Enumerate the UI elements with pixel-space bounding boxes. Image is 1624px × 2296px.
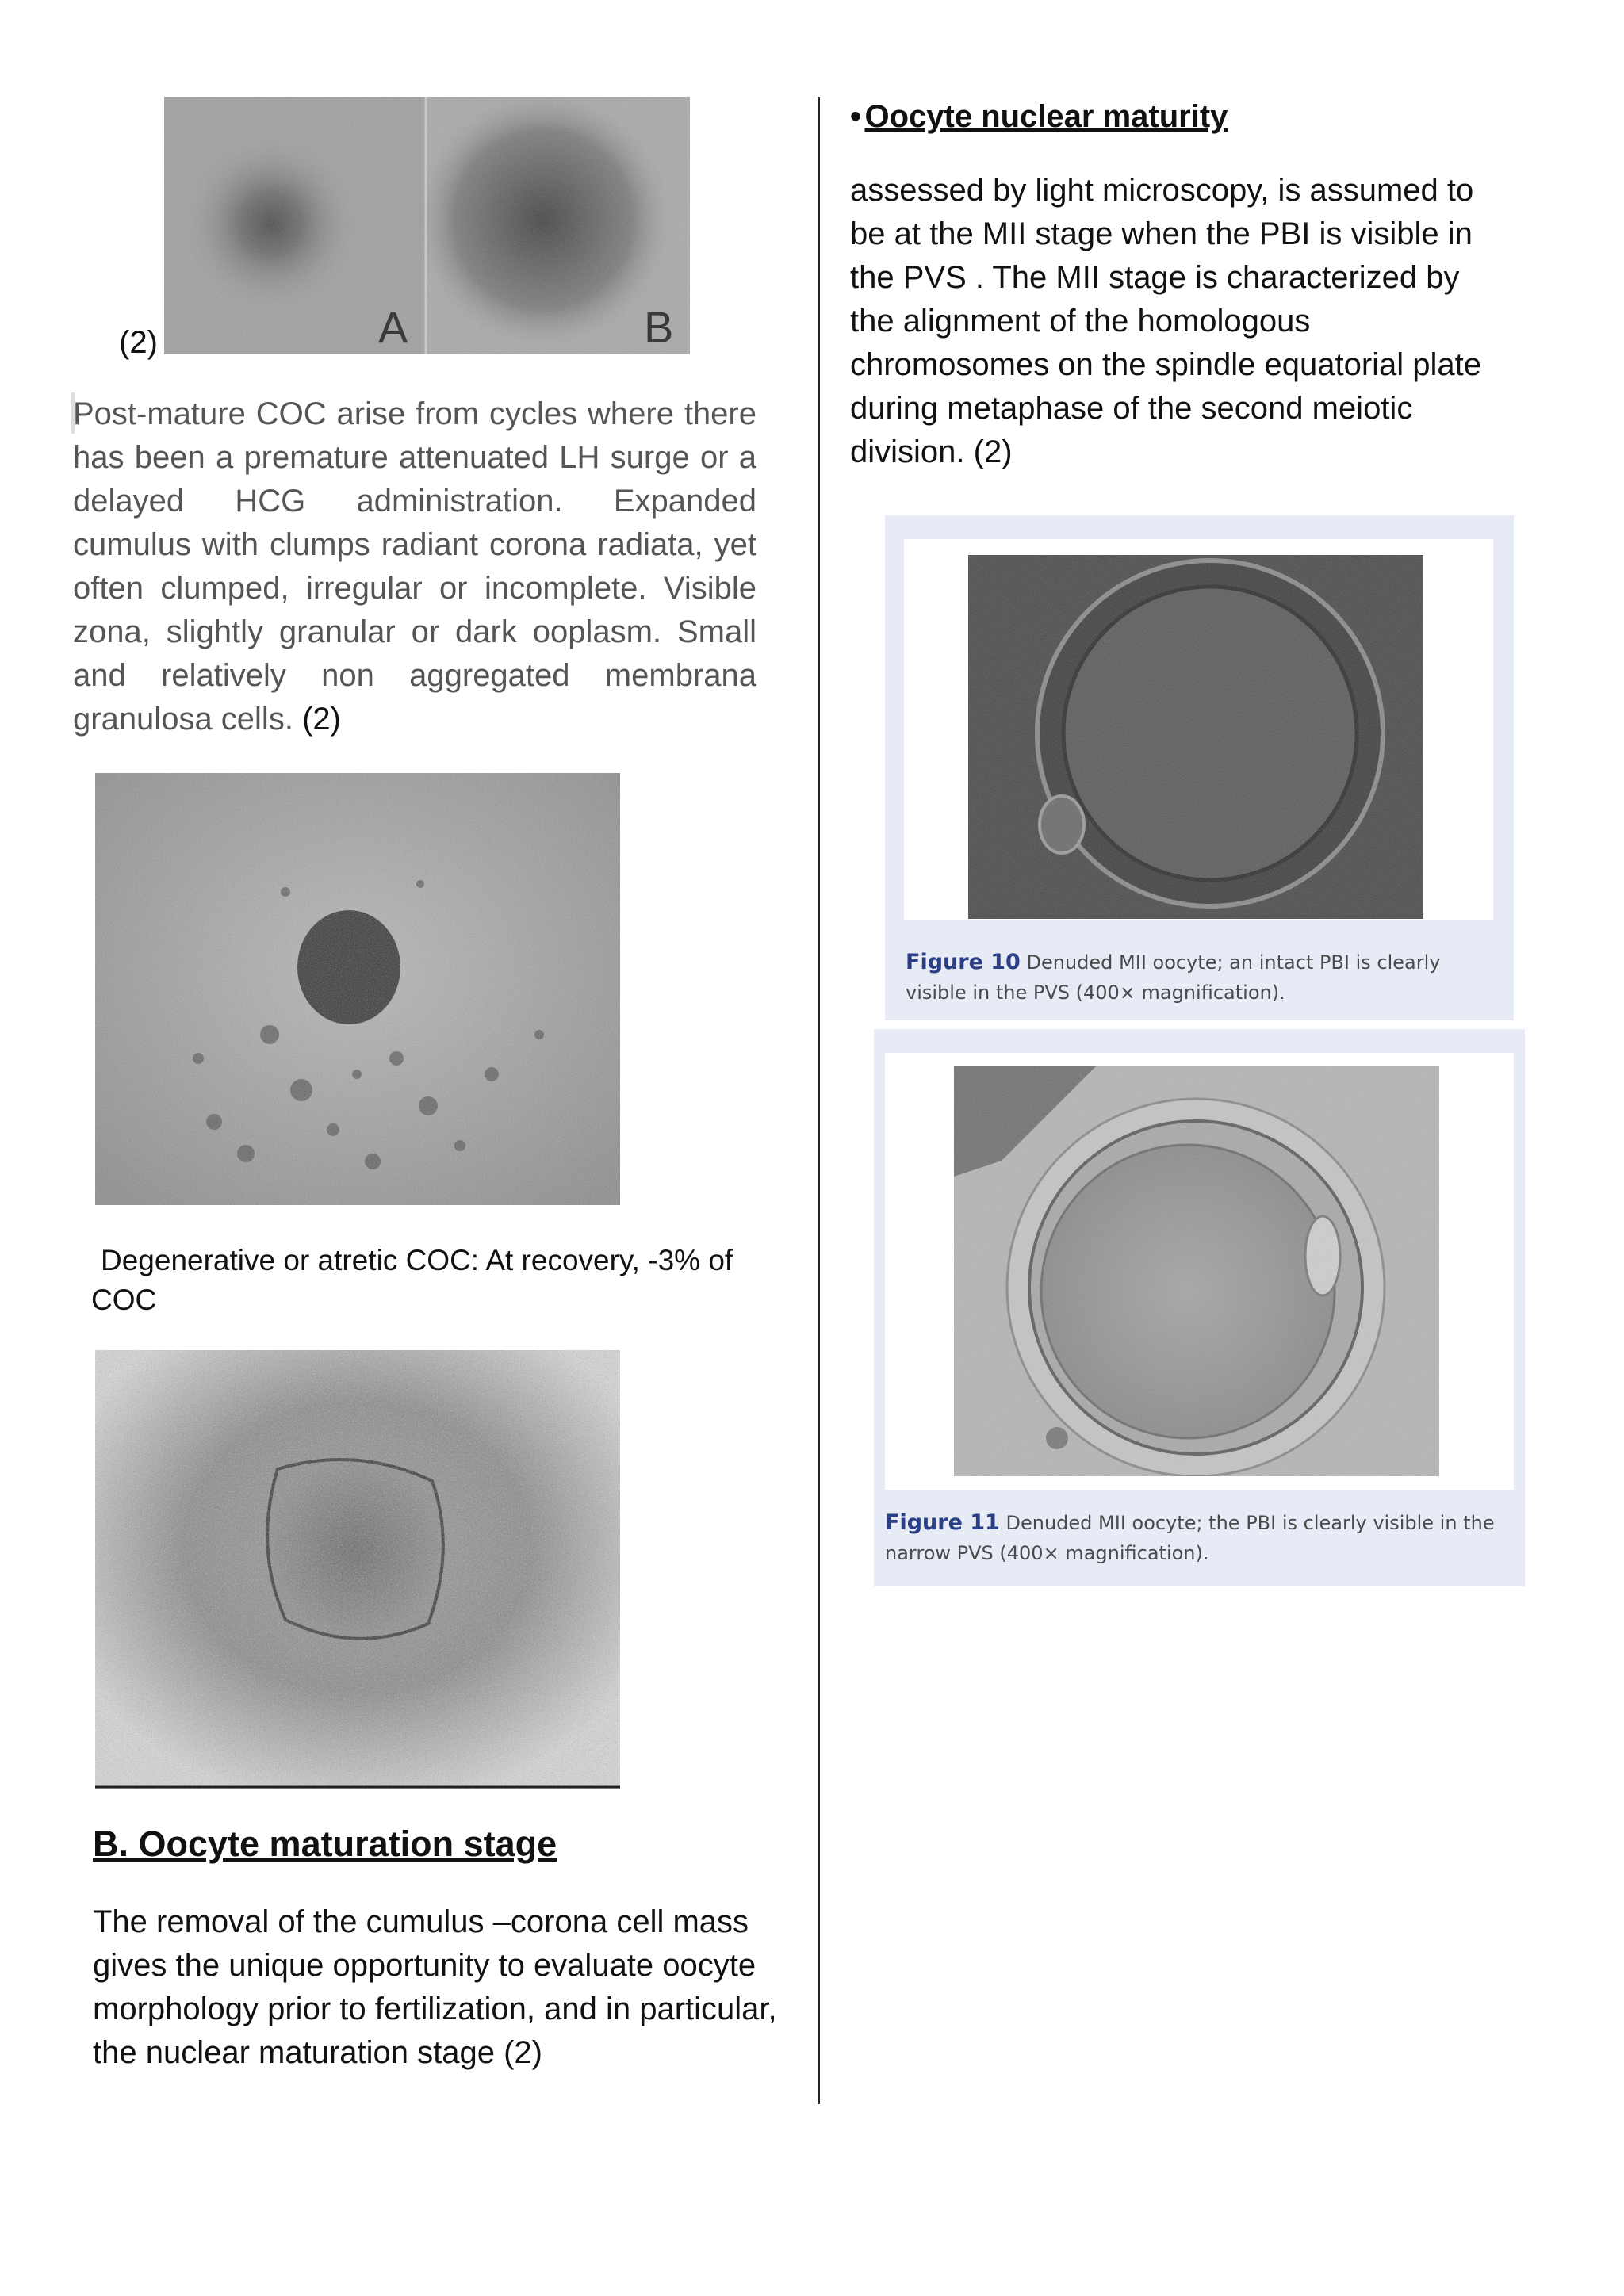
figure-11-caption-text: Denuded MII oocyte; the PBI is clearly visible in the narrow PVS (400× magnification). — [885, 1512, 1495, 1564]
section-heading: B. Oocyte maturation stage — [93, 1823, 557, 1864]
figure-reference: (2) — [119, 325, 158, 360]
figure-10 — [885, 515, 1514, 1020]
section-paragraph: The removal of the cumulus –corona cell mass gives the unique opportunity to evaluate oocyte morphology prior to fertilization, and in particular, the nuclear maturation stage (2) — [93, 1904, 777, 2070]
column-divider — [818, 97, 820, 2104]
figure-10-label: Figure 10 — [906, 950, 1021, 974]
label-b: B — [644, 302, 674, 352]
label-a: A — [378, 302, 408, 352]
figure-10-caption — [906, 947, 1496, 1008]
degenerative-caption — [91, 1241, 805, 1320]
figure-11-image — [954, 1066, 1439, 1476]
figure-10-image — [968, 555, 1423, 919]
postmature-text: Post-mature COC arise from cycles where there has been a premature attenuated LH surge or a delayed HCG administration. Expanded cumulus with clumps radiant corona radiata, yet often clumped, irregular or incomplete. Visible zona, slightly granular or dark ooplasm. Small and relatively non aggregated membrana granulosa cells. — [73, 396, 756, 737]
bullet-icon: • — [850, 99, 862, 134]
bullet-heading-row — [850, 99, 1228, 135]
figure-11-label: Figure 11 — [885, 1510, 1000, 1535]
degenerative-caption-line2: COC — [91, 1284, 157, 1316]
figure-11 — [874, 1029, 1525, 1586]
figure-10-caption-text: Denuded MII oocyte; an intact PBI is clearly visible in the PVS (400× magnification). — [906, 951, 1441, 1004]
figure-10-frame — [904, 539, 1493, 920]
postmature-paragraph — [73, 392, 756, 741]
oocyte-cumulus-image — [95, 1350, 620, 1789]
degenerative-coc-image — [95, 773, 620, 1205]
figure-11-caption — [885, 1508, 1515, 1568]
postmature-reference: (2) — [302, 702, 341, 737]
nuclear-maturity-heading: Oocyte nuclear maturity — [864, 99, 1228, 134]
nuclear-maturity-paragraph: assessed by light microscopy, is assumed to be at the MII stage when the PBI is visible in the PVS . The MII stage is characterized by the alignment of the homologous chromosomes on the spindle equatorial plate during metaphase of the second meiotic division. (2) — [850, 173, 1482, 469]
degenerative-caption-line1: Degenerative or atretic COC: At recovery, -3% of — [101, 1244, 733, 1276]
coc-comparison-image — [164, 97, 690, 354]
figure-11-frame — [885, 1053, 1514, 1490]
